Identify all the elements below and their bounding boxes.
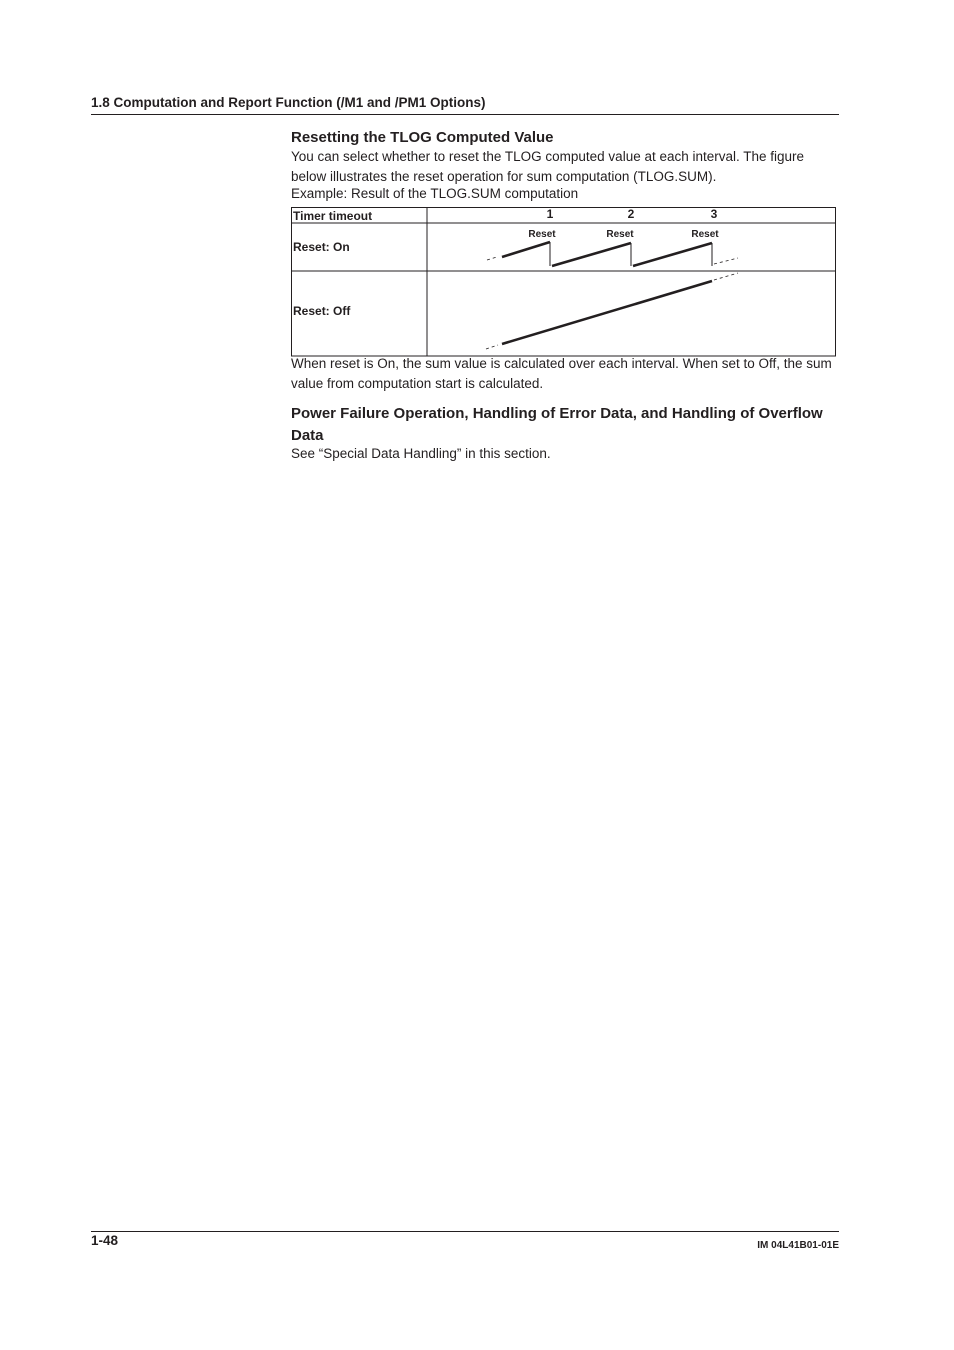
document-id: IM 04L41B01-01E — [757, 1240, 839, 1251]
header-rule — [91, 114, 839, 115]
reset-section-body: You can select whether to reset the TLOG computed value at each interval. The figure below illustrates the reset operation for sum computation (TLOG.SUM). — [291, 149, 805, 184]
reset-section-heading: Resetting the TLOG Computed Value — [291, 129, 554, 146]
reset-explanation-text: When reset is On, the sum value is calculated over each interval. When set to Off, the sum value from computation start is calculated. — [291, 356, 832, 391]
timeout-number-1: 1 — [546, 207, 554, 221]
reset-marker-2: Reset — [606, 229, 634, 240]
reset-marker-1: Reset — [528, 229, 556, 240]
page-number: 1-48 — [91, 1233, 119, 1248]
timer-timeout-label: Timer timeout — [293, 209, 373, 223]
figure-frame — [292, 208, 836, 357]
reset-off-label: Reset: Off — [293, 304, 351, 318]
reset-on-label: Reset: On — [293, 240, 350, 254]
footer-rule — [91, 1231, 839, 1232]
power-failure-section-heading: Power Failure Operation, Handling of Error Data, and Handling of Overflow Data — [291, 405, 823, 444]
timeout-number-3: 3 — [710, 207, 718, 221]
power-failure-section-body: See “Special Data Handling” in this section. — [291, 446, 551, 461]
reset-marker-3: Reset — [691, 229, 719, 240]
reset-section-example: Example: Result of the TLOG.SUM computation — [291, 186, 579, 201]
timeout-number-2: 2 — [627, 207, 635, 221]
tlog-reset-figure — [291, 207, 836, 357]
reset-off-line — [486, 273, 738, 349]
section-header-title: 1.8 Computation and Report Function (/M1 and /PM1 Options) — [91, 95, 486, 110]
reset-on-sawtooth — [487, 242, 738, 266]
